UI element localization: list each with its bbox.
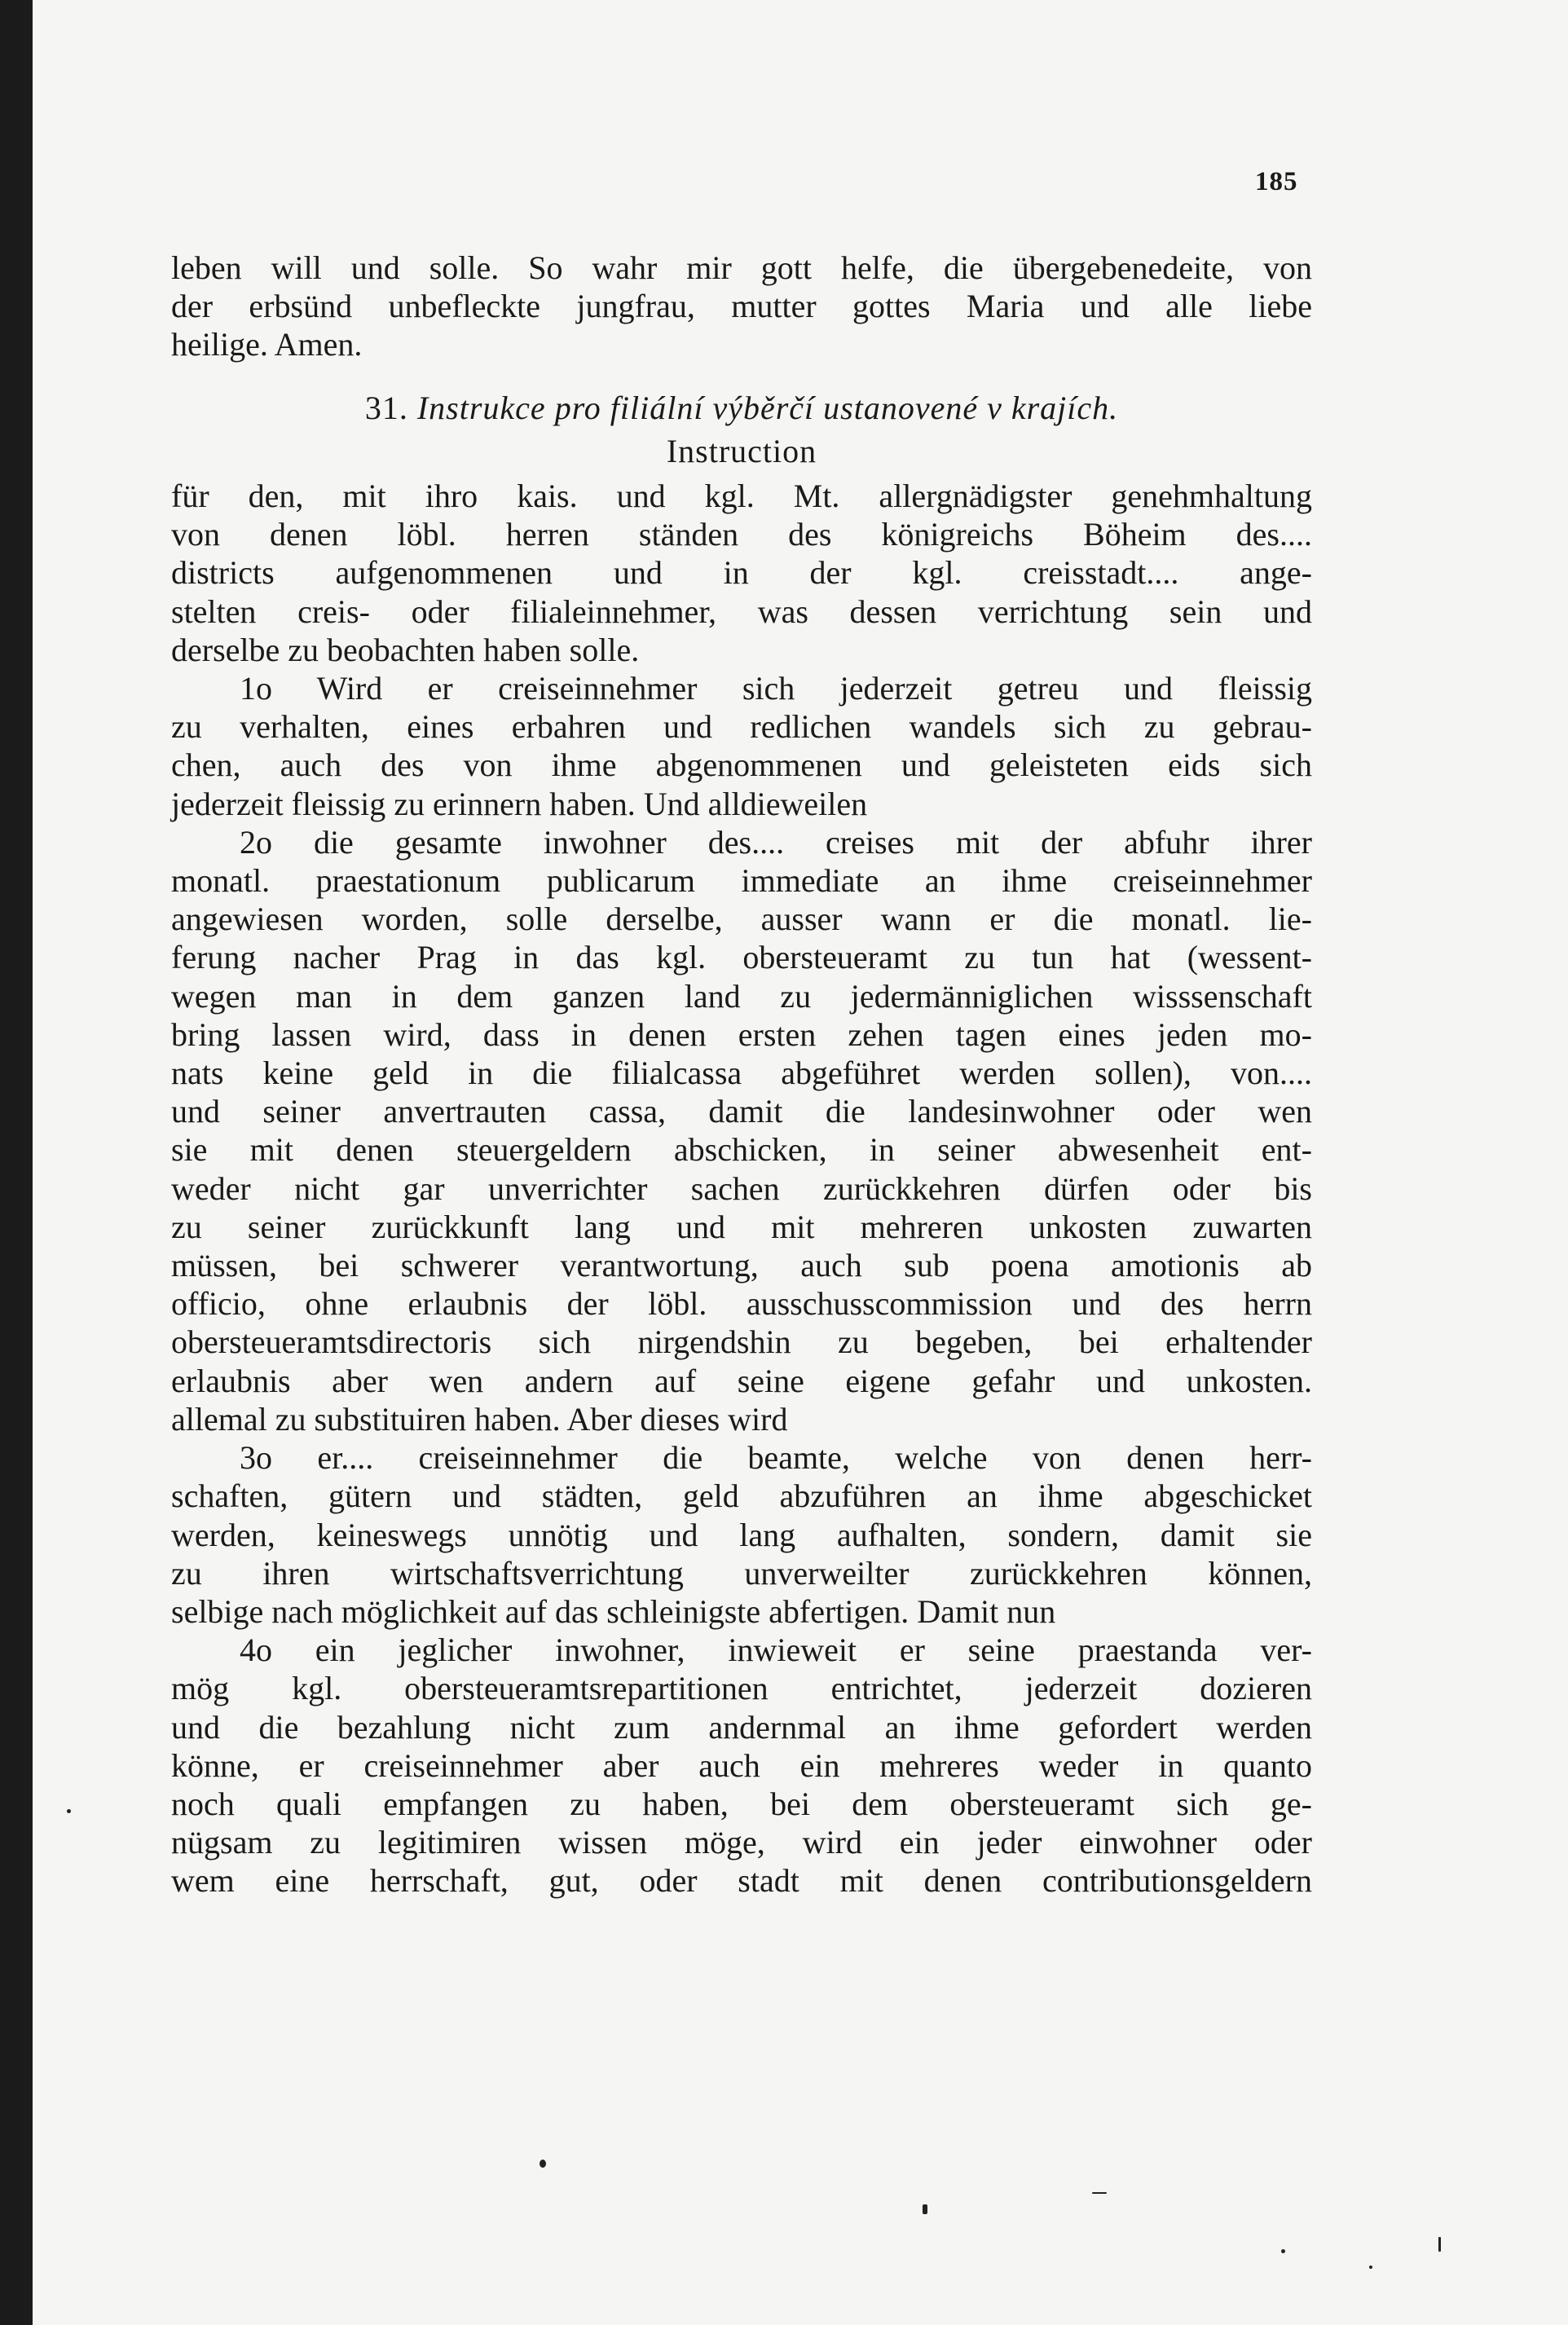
text-line: heilige. Amen.	[171, 326, 363, 363]
text-line: noch quali empfangen zu haben, bei dem obersteueramt sich ge-	[171, 1785, 1312, 1822]
text-line: wem eine herrschaft, gut, oder stadt mit denen contributionsgeldern	[171, 1862, 1312, 1900]
paragraph-3	[171, 1438, 1312, 1631]
scan-speck	[67, 1809, 71, 1813]
section-number: 31.	[364, 389, 408, 426]
text-line: könne, er creiseinnehmer aber auch ein mehreres weder in quanto	[171, 1746, 1312, 1784]
text-line: officio, ohne erlaubnis der löbl. ausschusscommission und des herrn	[171, 1285, 1312, 1323]
text-line: selbige nach möglichkeit auf das schleinigste abfertigen. Damit nun	[171, 1592, 1056, 1630]
text-line: derselbe zu beobachten haben solle.	[171, 631, 640, 668]
text-line: 4o ein jeglicher inwohner, inwieweit er seine praestanda ver-	[240, 1631, 1312, 1669]
text-line: angewiesen worden, solle derselbe, ausser wann er die monatl. lie-	[171, 900, 1312, 938]
text-line: weder nicht gar unverrichter sachen zurückkehren dürfen oder bis	[171, 1169, 1312, 1207]
text-line: leben will und solle. So wahr mir gott helfe, die übergebenedeite, von	[171, 249, 1312, 286]
text-line: nats keine geld in die filialcassa abgeführet werden sollen), von....	[171, 1055, 1312, 1092]
text-line: für den, mit ihro kais. und kgl. Mt. allergnädigster genehmhaltung	[171, 478, 1312, 515]
page-number: 185	[1255, 167, 1298, 196]
paragraph-2	[171, 823, 1312, 1438]
text-line: erlaubnis aber wen andern auf seine eigene gefahr und unkosten.	[171, 1362, 1312, 1399]
intro-text	[171, 249, 1312, 364]
scan-speck	[1281, 2249, 1285, 2253]
text-line: zu verhalten, eines erbahren und redlichen wandels sich zu gebrau-	[171, 708, 1312, 746]
scan-speck	[1438, 2237, 1441, 2252]
text-line: chen, auch des von ihme abgenommenen und geleisteten eids sich	[171, 746, 1312, 784]
document-page	[33, 0, 1568, 2325]
text-line: stelten creis- oder filialeinnehmer, was dessen verrichtung sein und	[171, 592, 1312, 630]
text-line: monatl. praestationum publicarum immediate an ihme creiseinnehmer	[171, 862, 1312, 900]
text-line: 2o die gesamte inwohner des.... creises mit der abfuhr ihrer	[240, 823, 1312, 861]
paragraph-4	[171, 1631, 1312, 1900]
scan-speck	[923, 2204, 927, 2214]
text-line: schaften, gütern und städten, geld abzuführen an ihme abgeschicket	[171, 1477, 1312, 1515]
scan-speck	[540, 2160, 546, 2168]
text-line: jederzeit fleissig zu erinnern haben. Und alldieweilen	[171, 785, 868, 822]
scan-speck	[1092, 2192, 1107, 2194]
text-line: allemal zu substituiren haben. Aber dieses wird	[171, 1400, 788, 1438]
text-line: nügsam zu legitimiren wissen möge, wird ein jeder einwohner oder	[171, 1824, 1312, 1861]
text-line: bring lassen wird, dass in denen ersten zehen tagen eines jeden mo-	[171, 1015, 1312, 1053]
section-heading	[171, 389, 1312, 427]
text-line: zu ihren wirtschaftsverrichtung unverweilter zurückkehren können,	[171, 1554, 1312, 1592]
text-line: mög kgl. obersteueramtsrepartitionen entrichtet, jederzeit dozieren	[171, 1670, 1312, 1707]
text-line: der erbsünd unbefleckte jungfrau, mutter gottes Maria und alle liebe	[171, 288, 1312, 325]
text-line: von denen löbl. herren ständen des königreichs Böheim des....	[171, 516, 1312, 553]
text-line: und die bezahlung nicht zum andernmal an ihme gefordert werden	[171, 1708, 1312, 1746]
text-line: müssen, bei schwerer verantwortung, auch sub poena amotionis ab	[171, 1247, 1312, 1284]
text-line: und seiner anvertrauten cassa, damit die landesinwohner oder wen	[171, 1093, 1312, 1130]
text-line: wegen man in dem ganzen land zu jedermänniglichen wisssenschaft	[171, 977, 1312, 1015]
text-line: zu seiner zurückkunft lang und mit mehreren unkosten zuwarten	[171, 1208, 1312, 1245]
text-line: obersteueramtsdirectoris sich nirgendshin zu begeben, bei erhaltender	[171, 1323, 1312, 1361]
text-line: 3o er.... creiseinnehmer die beamte, welche von denen herr-	[240, 1439, 1312, 1477]
text-block	[171, 249, 1312, 1900]
section-subtitle: Instruction	[666, 432, 817, 469]
text-line: ferung nacher Prag in das kgl. obersteueramt zu tun hat (wessent-	[171, 939, 1312, 976]
scan-speck	[1369, 2266, 1372, 2269]
text-line: werden, keineswegs unnötig und lang aufhalten, sondern, damit sie	[171, 1516, 1312, 1553]
preamble	[171, 477, 1312, 669]
section-title: Instrukce pro filiální výběrčí ustanovené v krajích.	[416, 389, 1119, 426]
text-line: 1o Wird er creiseinnehmer sich jederzeit getreu und fleissig	[240, 670, 1312, 707]
paragraph-1	[171, 669, 1312, 823]
text-line: districts aufgenommenen und in der kgl. creisstadt.... ange-	[171, 554, 1312, 592]
text-line: sie mit denen steuergeldern abschicken, in seiner abwesenheit ent-	[171, 1131, 1312, 1169]
